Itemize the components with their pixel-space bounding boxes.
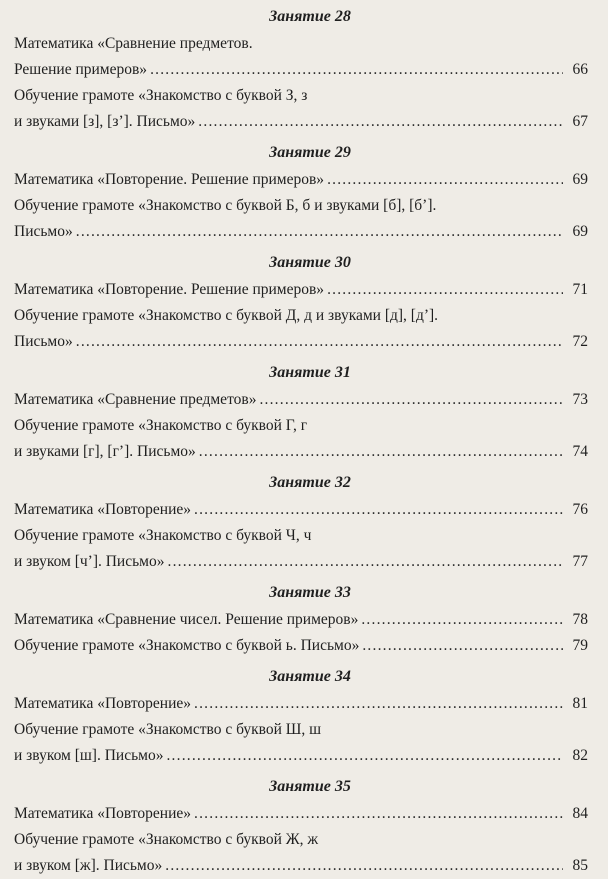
lesson-title: Занятие 31 — [269, 364, 351, 381]
toc-entry — [14, 743, 588, 769]
lesson-29-section — [14, 139, 588, 245]
toc-entry — [14, 303, 588, 329]
lesson-31-section — [14, 359, 588, 465]
lesson-28-section — [14, 3, 588, 135]
lesson-34-section — [14, 663, 588, 769]
table-of-contents-page — [0, 3, 608, 874]
toc-entry — [14, 413, 588, 439]
toc-entry-text: Математика «Повторение» — [14, 805, 192, 822]
leader-dots — [194, 497, 563, 523]
leader-dots — [165, 853, 563, 879]
toc-entry-text: Письмо» — [14, 223, 73, 240]
toc-entry — [14, 167, 588, 193]
lesson-title: Занятие 35 — [269, 778, 351, 795]
toc-entry-text: Обучение грамоте «Знакомство с буквой Ж, ж — [14, 831, 319, 848]
page-number: 77 — [572, 553, 588, 570]
lesson-title: Занятие 29 — [269, 144, 351, 161]
leader-dots — [199, 439, 563, 465]
toc-entry — [14, 277, 588, 303]
leader-dots — [327, 277, 563, 303]
leader-dots — [76, 329, 563, 355]
toc-entry — [14, 523, 588, 549]
toc-entry-text: и звуком [ч’]. Письмо» — [14, 553, 165, 570]
toc-entry — [14, 329, 588, 355]
toc-entry-text: Обучение грамоте «Знакомство с буквой З, з — [14, 87, 308, 104]
page-number: 69 — [572, 223, 588, 240]
toc-entry — [14, 31, 588, 57]
toc-entry-text: Письмо» — [14, 333, 73, 350]
toc-entry — [14, 607, 588, 633]
toc-entry — [14, 827, 588, 853]
page-number: 85 — [572, 857, 588, 874]
toc-entry — [14, 109, 588, 135]
lesson-title: Занятие 32 — [269, 474, 351, 491]
page-number: 76 — [572, 501, 588, 518]
page-number: 72 — [572, 333, 588, 350]
leader-dots — [259, 387, 563, 413]
toc-entry-text: Обучение грамоте «Знакомство с буквой Ч, ч — [14, 527, 312, 544]
leader-dots — [194, 691, 563, 717]
toc-entry-text: и звуком [ш]. Письмо» — [14, 747, 164, 764]
page-number: 81 — [572, 695, 588, 712]
lesson-title: Занятие 34 — [269, 668, 351, 685]
page-number: 79 — [572, 637, 588, 654]
toc-entry-text: Решение примеров» — [14, 61, 148, 78]
leader-dots — [76, 219, 563, 245]
leader-dots — [166, 743, 563, 769]
leader-dots — [327, 167, 563, 193]
toc-entry-text: Обучение грамоте «Знакомство с буквой Г, г — [14, 417, 308, 434]
toc-entry-text: Математика «Сравнение предметов» — [14, 391, 257, 408]
leader-dots — [150, 57, 563, 83]
toc-entry-text: и звуком [ж]. Письмо» — [14, 857, 163, 874]
page-number: 84 — [572, 805, 588, 822]
page-number: 66 — [572, 61, 588, 78]
toc-entry-text: Математика «Повторение. Решение примеров» — [14, 281, 325, 298]
toc-entry — [14, 83, 588, 109]
leader-dots — [194, 801, 563, 827]
lesson-title: Занятие 28 — [269, 8, 351, 25]
lesson-35-section — [14, 773, 588, 879]
page-number: 73 — [572, 391, 588, 408]
toc-entry — [14, 691, 588, 717]
leader-dots — [168, 549, 564, 575]
toc-entry-text: Математика «Повторение. Решение примеров» — [14, 171, 325, 188]
toc-entry-text: Математика «Повторение» — [14, 501, 192, 518]
toc-entry-text: Обучение грамоте «Знакомство с буквой Ш, ш — [14, 721, 322, 738]
lesson-title: Занятие 33 — [269, 584, 351, 601]
toc-entry-text: и звуками [г], [г’]. Письмо» — [14, 443, 196, 460]
lesson-33-section — [14, 579, 588, 659]
page-number: 74 — [572, 443, 588, 460]
toc-entry-text: Математика «Повторение» — [14, 695, 192, 712]
page-number: 82 — [572, 747, 588, 764]
toc-entry — [14, 387, 588, 413]
toc-entry — [14, 193, 588, 219]
toc-entry-text: Математика «Сравнение чисел. Решение примеров» — [14, 611, 359, 628]
toc-entry — [14, 801, 588, 827]
toc-entry — [14, 497, 588, 523]
leader-dots — [198, 109, 563, 135]
lesson-30-section — [14, 249, 588, 355]
lesson-32-section — [14, 469, 588, 575]
toc-entry — [14, 439, 588, 465]
toc-entry-text: Обучение грамоте «Знакомство с буквой Б, б и звуками [б], [б’]. — [14, 197, 437, 214]
toc-entry — [14, 549, 588, 575]
toc-entry-text: Математика «Сравнение предметов. — [14, 35, 253, 52]
page-number: 78 — [572, 611, 588, 628]
toc-entry — [14, 853, 588, 879]
page-number: 67 — [572, 113, 588, 130]
toc-entry-text: Обучение грамоте «Знакомство с буквой ь. Письмо» — [14, 637, 360, 654]
toc-entry — [14, 633, 588, 659]
toc-entry — [14, 219, 588, 245]
lesson-title: Занятие 30 — [269, 254, 351, 271]
toc-entry-text: Обучение грамоте «Знакомство с буквой Д, д и звуками [д], [д’]. — [14, 307, 439, 324]
toc-entry — [14, 57, 588, 83]
leader-dots — [362, 633, 563, 659]
leader-dots — [361, 607, 563, 633]
page-number: 71 — [572, 281, 588, 298]
toc-entry-text: и звуками [з], [з’]. Письмо» — [14, 113, 196, 130]
page-number: 69 — [572, 171, 588, 188]
toc-entry — [14, 717, 588, 743]
